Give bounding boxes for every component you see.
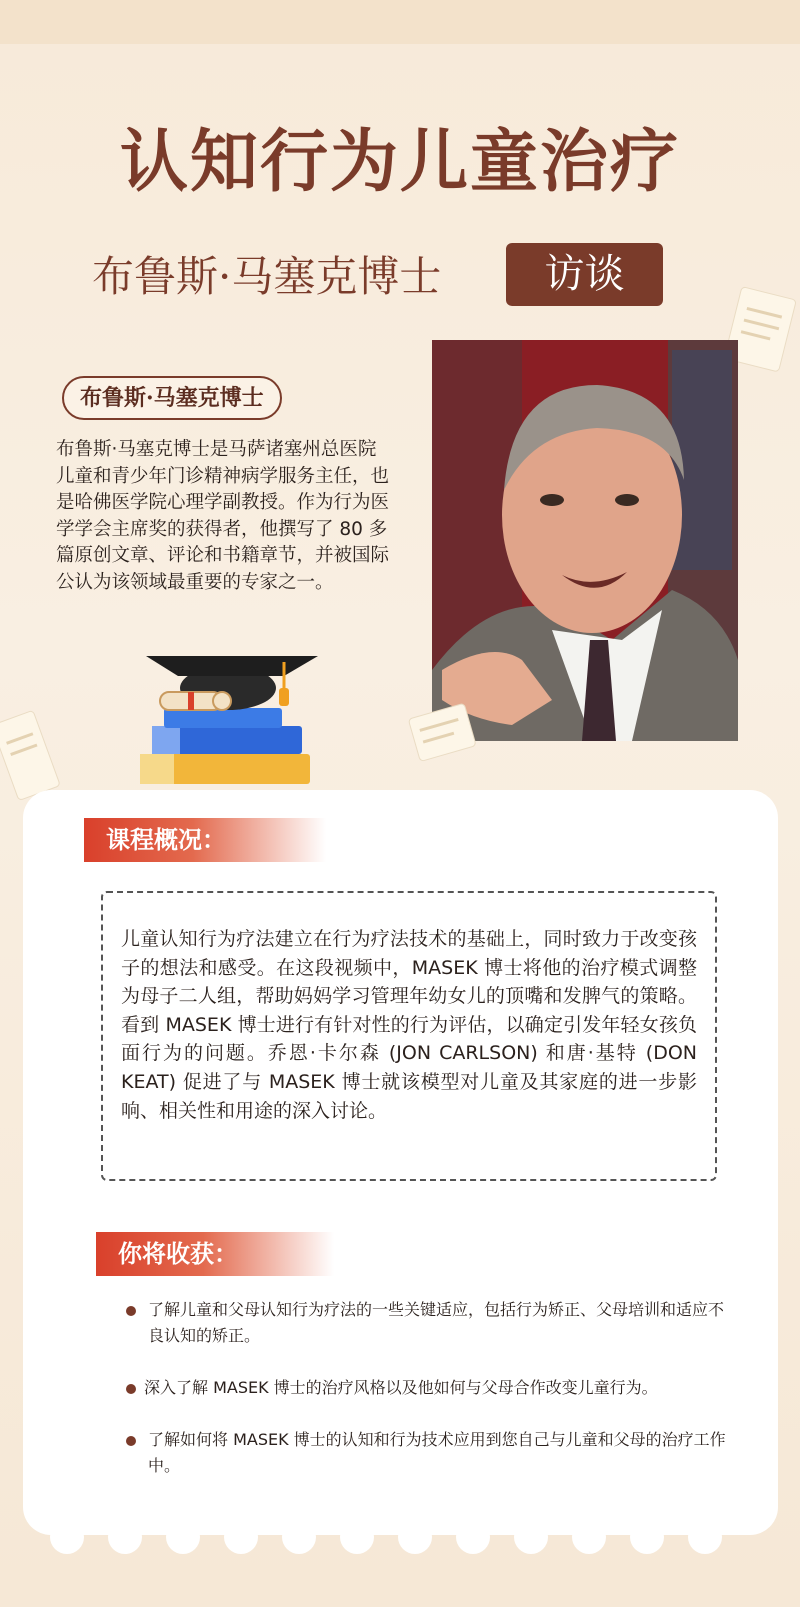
card-scallop [514, 1520, 548, 1554]
card-scallop [340, 1520, 374, 1554]
benefit-item: 了解儿童和父母认知行为疗法的一些关键适应，包括行为矫正、父母培训和适应不良认知的矫正。 [148, 1300, 725, 1345]
benefit-item: 了解如何将 MASEK 博士的认知和行为技术应用到您自己与儿童和父母的治疗工作中。 [148, 1430, 726, 1475]
card-scallop [50, 1520, 84, 1554]
card-scallop [166, 1520, 200, 1554]
card-scallop [572, 1520, 606, 1554]
card-scallop [688, 1520, 722, 1554]
paper-note-icon [404, 700, 484, 770]
card-scallop [398, 1520, 432, 1554]
card-scallop [224, 1520, 258, 1554]
expert-photo [432, 340, 738, 741]
expert-bio: 布鲁斯·马塞克博士是马萨诸塞州总医院儿童和青少年门诊精神病学服务主任，也是哈佛医学院心理学副教授。作为行为医学学会主席奖的获得者，他撰写了 80 多篇原创文章、评论和书籍章节，并被国际公认为该领域最重要的专家之一。 [56, 439, 390, 593]
overview-heading: 课程概况： [84, 818, 326, 862]
card-scallop [282, 1520, 316, 1554]
bullet-dot [126, 1384, 136, 1394]
card-scallop [630, 1520, 664, 1554]
page-title: 认知行为儿童治疗 [119, 122, 680, 202]
page-subtitle: 布鲁斯·马塞克博士 [92, 252, 442, 301]
overview-text: 儿童认知行为疗法建立在行为疗法技术的基础上，同时致力于改变孩子的想法和感受。在这段视频中，MASEK 博士将他的治疗模式调整为母子二人组，帮助妈妈学习管理年幼女儿的顶嘴和发脾气的策略。看到 MASEK 博士进行有针对性的行为评估，以确定引发年轻女孩负面行为的问题。乔恩·卡尔森 (JON CARLSON) 和唐·基特 (DON KEAT) 促进了与 MASEK 博士就该模型对儿童及其家庭的进一步影响、相关性和用途的深入讨论。 [121, 928, 697, 1122]
graduation-books-icon [134, 648, 324, 788]
expert-name-label: 布鲁斯·马塞克博士 [62, 376, 282, 420]
benefits-heading: 你将收获： [96, 1232, 334, 1276]
benefit-item: 深入了解 MASEK 博士的治疗风格以及他如何与父母合作改变儿童行为。 [144, 1378, 658, 1397]
bullet-dot [126, 1436, 136, 1446]
overview-box [101, 891, 717, 1181]
top-band [0, 0, 800, 44]
bullet-dot [126, 1306, 136, 1316]
card-scallop [456, 1520, 490, 1554]
card-scallop [108, 1520, 142, 1554]
interview-badge: 访谈 [506, 243, 663, 306]
